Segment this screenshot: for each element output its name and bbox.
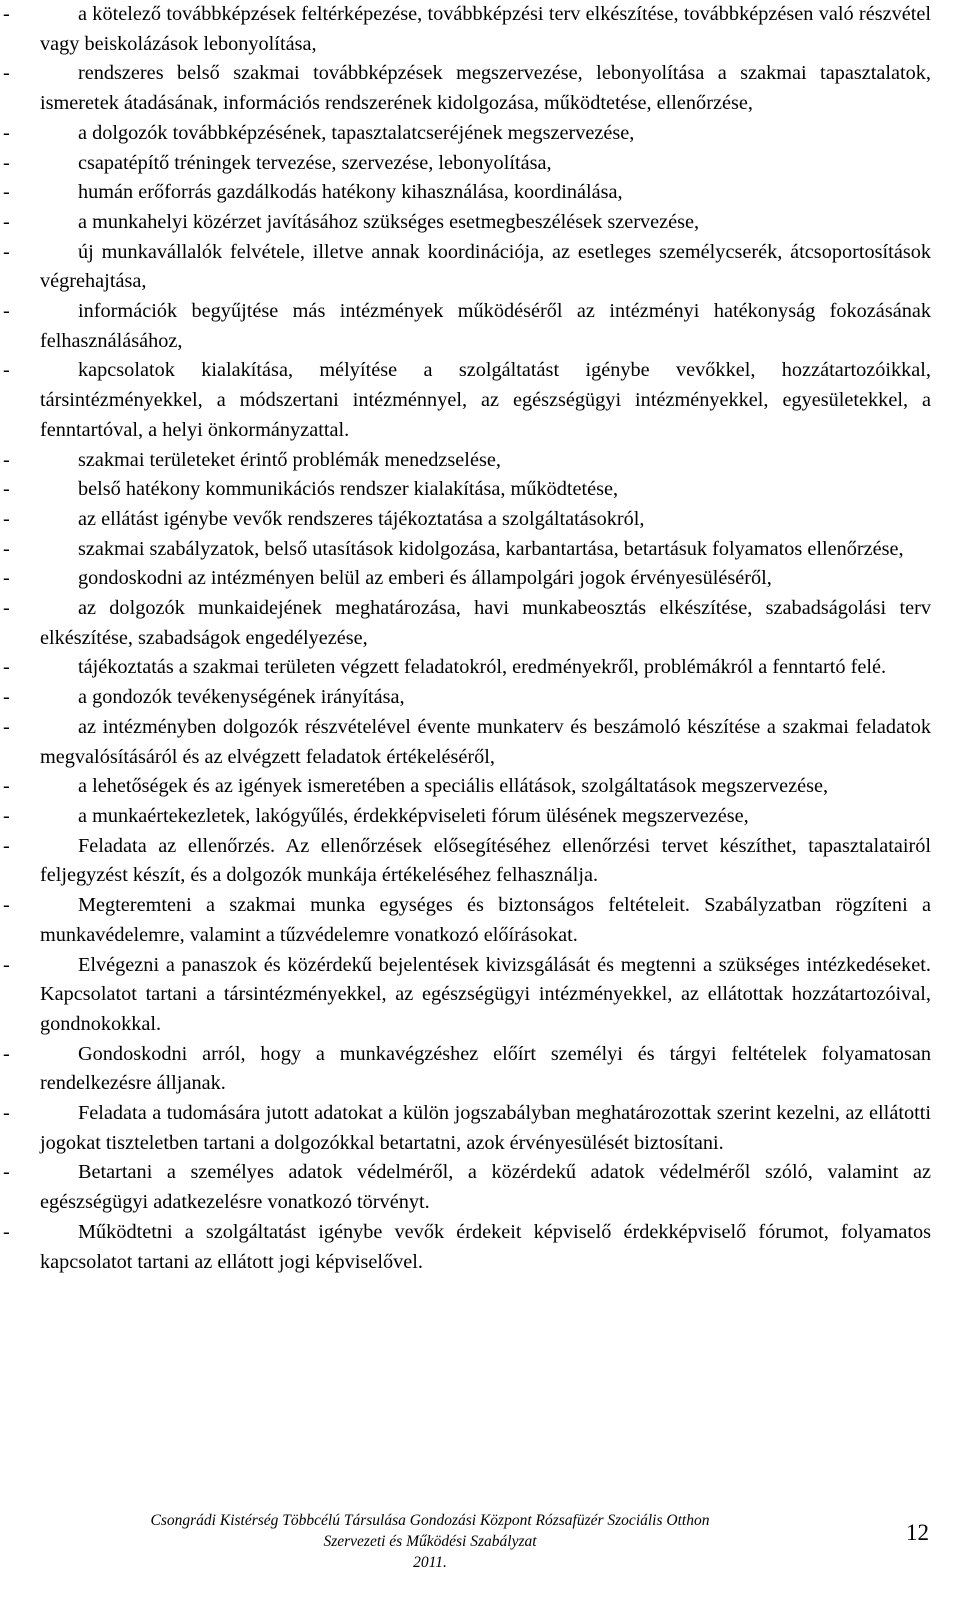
list-item — [3, 1218, 931, 1277]
bullet-dash: - — [3, 1042, 10, 1065]
list-item — [3, 178, 931, 208]
bullet-dash: - — [3, 775, 10, 798]
list-item — [3, 951, 931, 1040]
footer-institution: Csongrádi Kistérség Többcélú Társulása Gondozási Központ Rózsafüzér Szociális Otthon — [150, 1512, 710, 1529]
list-item — [3, 891, 931, 950]
list-item-text: az dolgozók munkaidejének meghatározása, havi munkabeosztás elkészítése, szabadságolási terv elkészítése, szabadságok engedélyezése, — [40, 597, 931, 649]
list-item — [3, 0, 931, 59]
list-item — [3, 653, 931, 683]
list-item — [3, 683, 931, 713]
list-item-text: Elvégezni a panaszok és közérdekű bejelentések kivizsgálását és megtenni a szükséges intézkedéseket. Kapcsolatot tartani a társintézményekkel, az egészségügyi intézményekkel, az ellátottak hozzátartozóival, gondnokokkal. — [40, 953, 931, 1035]
bullet-dash: - — [3, 300, 10, 323]
bullet-dash: - — [3, 804, 10, 827]
list-item-text: Működtetni a szolgáltatást igénybe vevők érdekeit képviselő érdekképviselő fórumot, folyamatos kapcsolatot tartani az ellátott jogi képviselővel. — [40, 1220, 931, 1273]
list-item — [3, 564, 931, 594]
list-item-text: tájékoztatás a szakmai területen végzett feladatokról, eredményekről, problémákról a fenntartó felé. — [78, 656, 887, 679]
list-item-text: belső hatékony kommunikációs rendszer kialakítása, működtetése, — [78, 478, 619, 501]
bullet-dash: - — [3, 448, 10, 471]
list-item — [3, 119, 931, 149]
list-item-text: a munkaértekezletek, lakógyűlés, érdekképviseleti fórum ülésének megszervezése, — [78, 804, 749, 827]
bullet-dash: - — [3, 686, 10, 709]
list-item — [3, 505, 931, 535]
list-item — [3, 802, 931, 832]
footer-year: 2011. — [413, 1554, 447, 1571]
list-item — [3, 832, 931, 891]
list-item-text: humán erőforrás gazdálkodás hatékony kihasználása, koordinálása, — [78, 181, 623, 204]
list-item — [3, 1099, 931, 1158]
list-item — [3, 356, 931, 445]
list-item-text: gondoskodni az intézményen belül az emberi és állampolgári jogok érvényesüléséről, — [78, 567, 772, 590]
bullet-dash: - — [3, 656, 10, 679]
bullet-dash: - — [3, 894, 10, 917]
list-item-text: szakmai szabályzatok, belső utasítások kidolgozása, karbantartása, betartásuk folyamatos ellenőrzése, — [78, 537, 904, 560]
list-item-text: a lehetőségek és az igények ismeretében a speciális ellátások, szolgáltatások megszervezése, — [78, 775, 829, 798]
list-item — [3, 535, 931, 565]
bullet-dash: - — [3, 151, 10, 174]
list-item — [3, 297, 931, 356]
list-item — [3, 238, 931, 297]
list-item — [3, 446, 931, 476]
bullet-dash: - — [3, 1161, 10, 1184]
bullet-dash: - — [3, 3, 10, 25]
list-item-text: a kötelező továbbképzések feltérképezése, továbbképzési terv elkészítése, továbbképzésen való részvétel vagy beiskolázások lebonyolítása, — [40, 3, 931, 55]
list-item-text: információk begyűjtése más intézmények működéséről az intézményi hatékonyság fokozásának felhasználásához, — [40, 300, 931, 352]
bullet-dash: - — [3, 834, 10, 857]
list-item — [3, 594, 931, 653]
list-item-text: Gondoskodni arról, hogy a munkavégzéshez előírt személyi és tárgyi feltételek folyamatosan rendelkezésre álljanak. — [40, 1042, 931, 1095]
bullet-dash: - — [3, 507, 10, 530]
list-item — [3, 713, 931, 772]
list-item-text: a munkahelyi közérzet javításához szükséges esetmegbeszélések szervezése, — [78, 210, 700, 233]
bullet-dash: - — [3, 181, 10, 204]
list-item-text: Megteremteni a szakmai munka egységes és biztonságos feltételeit. Szabályzatban rögzíteni a munkavédelemre, valamint a tűzvédelemre vonatkozó előírásokat. — [40, 894, 931, 946]
bullet-dash: - — [3, 597, 10, 620]
list-item-text: az ellátást igénybe vevők rendszeres tájékoztatása a szolgáltatásokról, — [78, 507, 645, 530]
list-item-text: az intézményben dolgozók részvételével évente munkaterv és beszámoló készítése a szakmai feladatok megvalósításáról és az elvégzett feladatok értékeléséről, — [40, 715, 931, 768]
page-number: 12 — [906, 1520, 929, 1545]
bullet-dash: - — [3, 1220, 10, 1243]
list-item-text: Betartani a személyes adatok védelméről, a közérdekű adatok védelméről szóló, valamint az egészségügyi adatkezelésre vonatkozó törvényt. — [40, 1161, 931, 1214]
bullet-dash: - — [3, 537, 10, 560]
task-list — [3, 0, 931, 1277]
bullet-dash: - — [3, 210, 10, 233]
list-item — [3, 772, 931, 802]
bullet-dash: - — [3, 715, 10, 738]
footer-document-title: Szervezeti és Működési Szabályzat — [323, 1533, 537, 1550]
list-item — [3, 208, 931, 238]
list-item-text: Feladata a tudomására jutott adatokat a külön jogszabályban meghatározottak szerint kezelni, az ellátotti jogokat tiszteletben tartani a dolgozókkal betartatni, azok érvényesülését biztosítani. — [40, 1102, 931, 1154]
list-item-text: a dolgozók továbbképzésének, tapasztalatcseréjének megszervezése, — [78, 121, 635, 144]
bullet-dash: - — [3, 121, 10, 144]
bullet-dash: - — [3, 478, 10, 501]
list-item-text: csapatépítő tréningek tervezése, szervezése, lebonyolítása, — [78, 151, 552, 174]
bullet-dash: - — [3, 953, 10, 976]
list-item — [3, 59, 931, 118]
list-item — [3, 475, 931, 505]
list-item-text: rendszeres belső szakmai továbbképzések megszervezése, lebonyolítása a szakmai tapasztalatok, ismeretek átadásának, információs rendszerének kidolgozása, működtetése, ellenőrzése, — [40, 62, 931, 115]
list-item — [3, 149, 931, 179]
bullet-dash: - — [3, 567, 10, 590]
list-item-text: szakmai területeket érintő problémák menedzselése, — [78, 448, 501, 471]
bullet-dash: - — [3, 1102, 10, 1125]
list-item-text: kapcsolatok kialakítása, mélyítése a szolgáltatást igénybe vevőkkel, hozzátartozóikkal, társintézményekkel, a módszertani intézménnyel, az egészségügyi intézményekkel, egyesületekkel, a fenntartóval, a helyi önkormányzattal. — [40, 359, 931, 441]
list-item-text: Feladata az ellenőrzés. Az ellenőrzések elősegítéséhez ellenőrzési tervet készíthet, tapasztalatairól feljegyzést készít, és a dolgozók munkája értékeléséhez felhasználja. — [40, 834, 931, 887]
bullet-dash: - — [3, 240, 10, 263]
list-item-text: új munkavállalók felvétele, illetve annak koordinációja, az esetleges személycserék, átcsoportosítások végrehajtása, — [40, 240, 931, 293]
list-item — [3, 1040, 931, 1099]
list-item — [3, 1158, 931, 1217]
bullet-dash: - — [3, 62, 10, 85]
page-footer — [0, 1509, 960, 1608]
list-item-text: a gondozók tevékenységének irányítása, — [78, 686, 405, 709]
bullet-dash: - — [3, 359, 10, 382]
